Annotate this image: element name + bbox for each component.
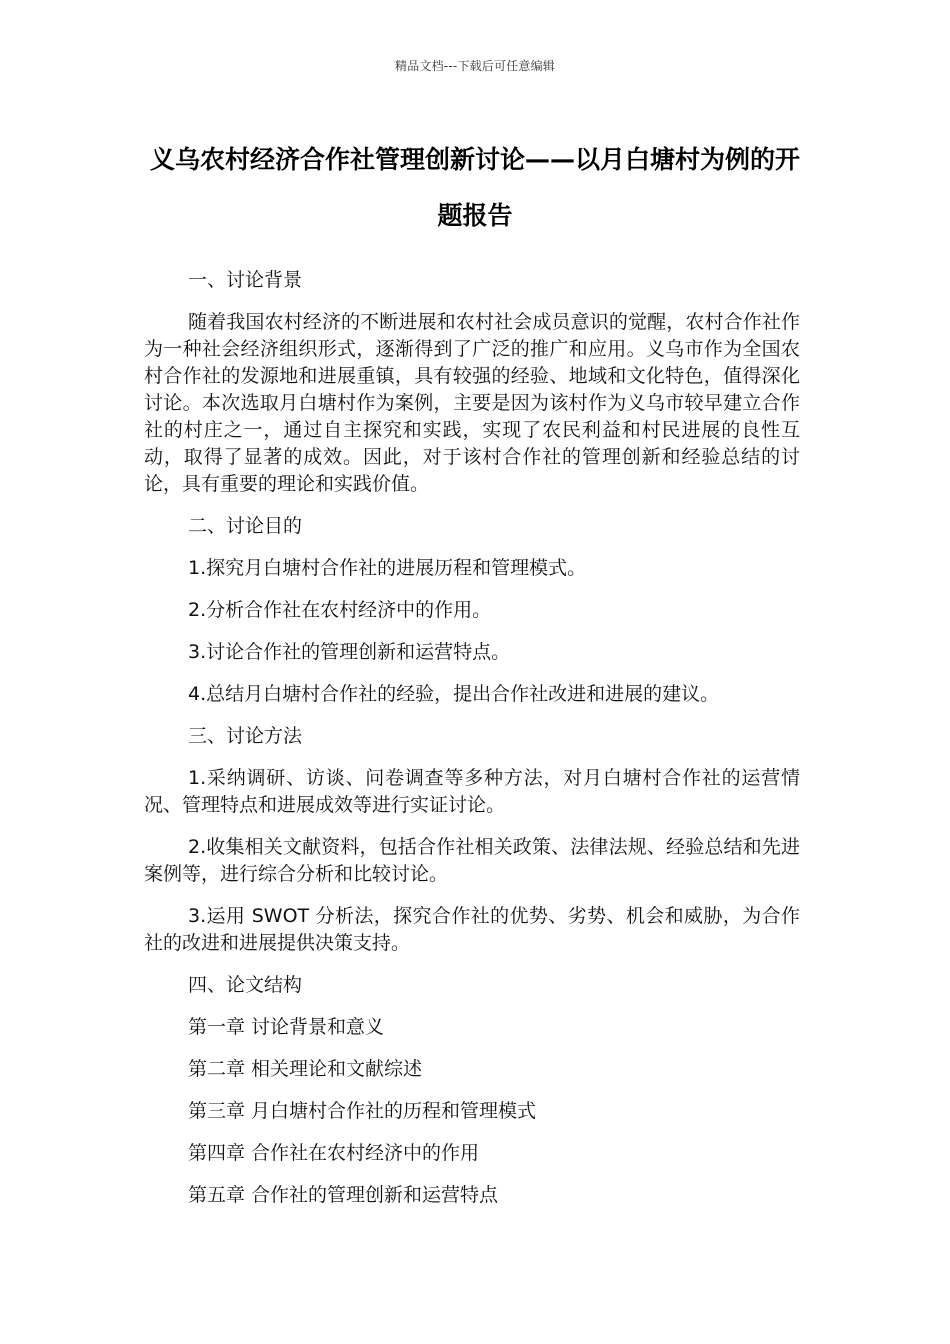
list-item-method-1: 1.采纳调研、访谈、问卷调查等多种方法，对月白塘村合作社的运营情况、管理特点和进展成效等进行实证讨论。 [144,767,800,816]
chapter-item-1: 第一章 讨论背景和意义 [188,1016,385,1038]
list-item-purpose-3: 3.讨论合作社的管理创新和运营特点。 [188,641,511,663]
list-item-method-3: 3.运用 SWOT 分析法，探究合作社的优势、劣势、机会和威胁，为合作社的改进和进展提供决策支持。 [144,905,800,954]
list-item-purpose-1: 1.探究月白塘村合作社的进展历程和管理模式。 [188,557,587,579]
paragraph-background: 随着我国农村经济的不断进展和农村社会成员意识的觉醒，农村合作社作为一种社会经济组织形式，逐渐得到了广泛的推广和应用。义乌市作为全国农村合作社的发源地和进展重镇，具有较强的经验、地域和文化特色，值得深化讨论。本次选取月白塘村作为案例，主要是因为该村作为义乌市较早建立合作社的村庄之一，通过自主探究和实践，实现了农民利益和村民进展的良性互动，取得了显著的成效。因此，对于该村合作社的管理创新和经验总结的讨论，具有重要的理论和实践价值。 [144,311,800,495]
chapter-item-2: 第二章 相关理论和文献综述 [188,1058,423,1080]
document-body [144,267,800,1224]
chapter-item-3: 第三章 月白塘村合作社的历程和管理模式 [188,1100,537,1122]
list-item-purpose-2: 2.分析合作社在农村经济中的作用。 [188,599,492,621]
section-heading-method: 三、讨论方法 [188,725,303,747]
chapter-item-4: 第四章 合作社在农村经济中的作用 [188,1142,480,1164]
list-item-method-2: 2.收集相关文献资料，包括合作社相关政策、法律法规、经验总结和先进案例等，进行综合分析和比较讨论。 [144,836,800,885]
section-heading-structure: 四、论文结构 [188,974,303,996]
header-note: 精品文档---下载后可任意编辑 [395,59,555,73]
section-heading-purpose: 二、讨论目的 [188,515,303,537]
list-item-purpose-4: 4.总结月白塘村合作社的经验，提出合作社改进和进展的建议。 [188,683,720,705]
section-heading-background: 一、讨论背景 [188,269,303,291]
chapter-item-5: 第五章 合作社的管理创新和运营特点 [188,1184,499,1206]
document-title: 义乌农村经济合作社管理创新讨论——以月白塘村为例的开题报告 [149,145,800,230]
